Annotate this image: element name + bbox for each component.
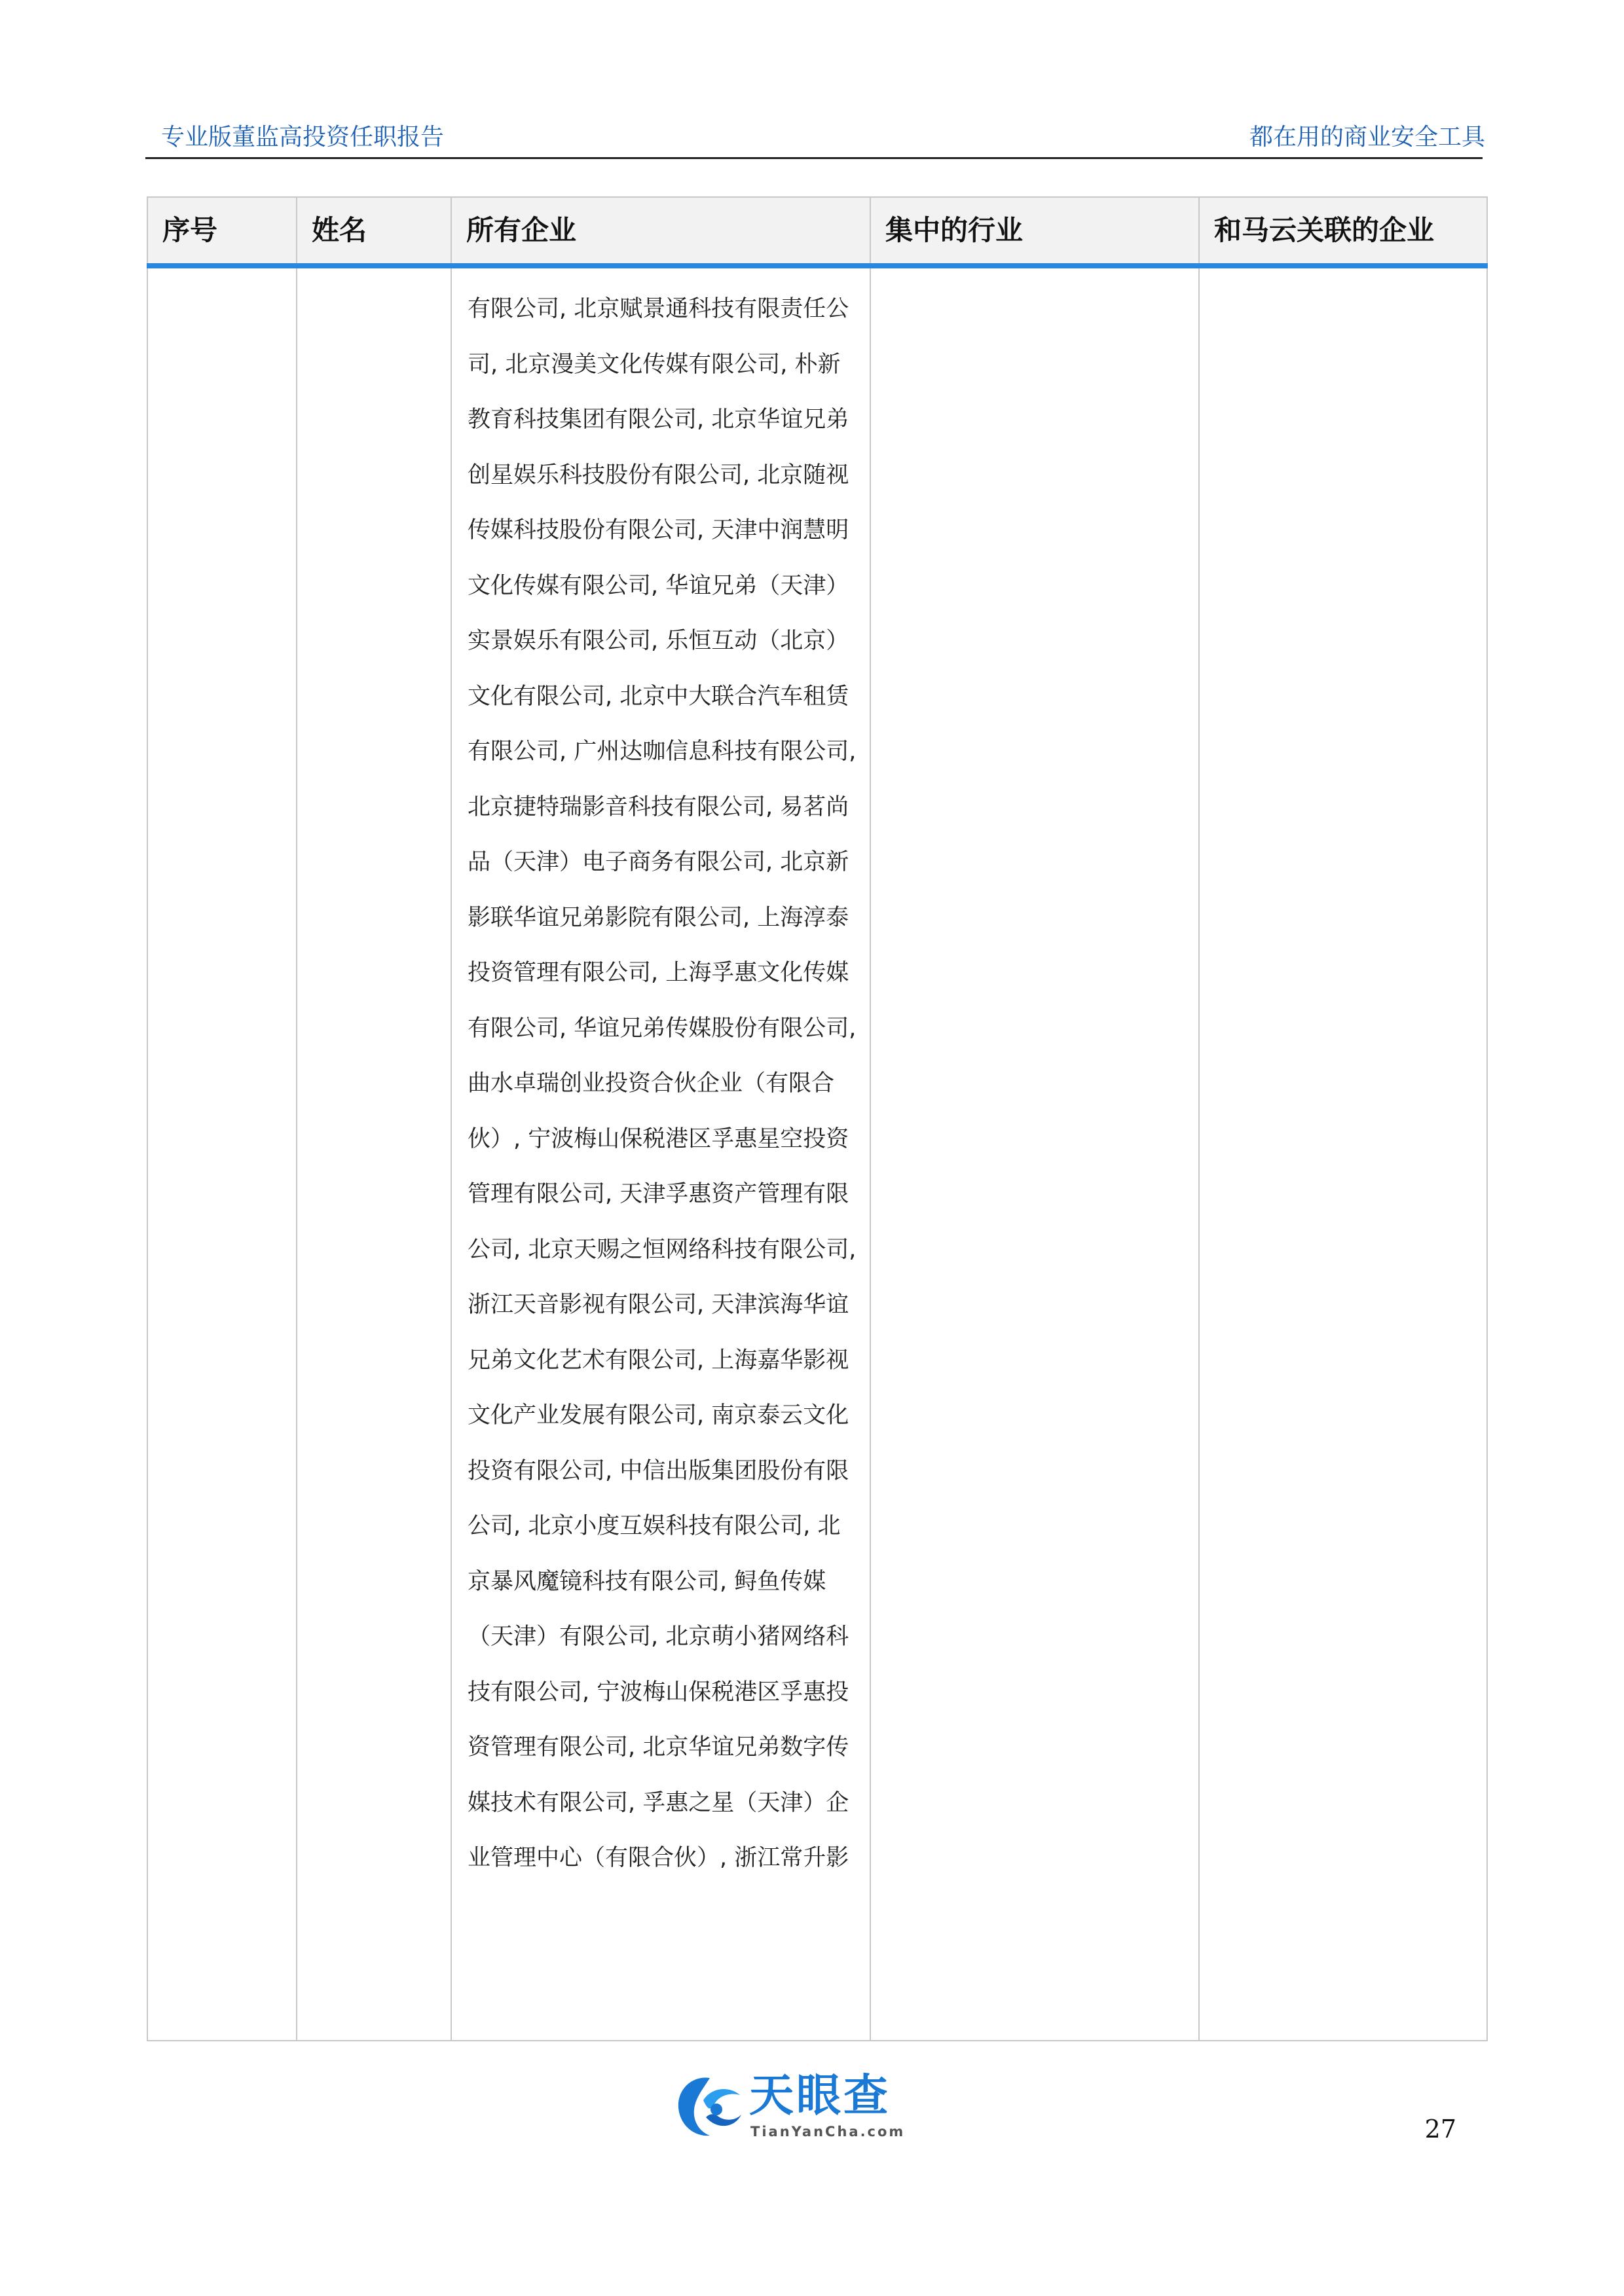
- table-row: [147, 266, 1487, 2041]
- companies-list: 有限公司, 北京赋景通科技有限责任公司, 北京漫美文化传媒有限公司, 朴新教育科技集团有限公司, 北京华谊兄弟创星娱乐科技股份有限公司, 北京随视传媒科技股份有限公司, 天津中润慧明文化传媒有限公司, 华谊兄弟（天津）实景娱乐有限公司, 乐恒互动（北京）文化有限公司, 北京中大联合汽车租赁有限公司, 广州达咖信息科技有限公司, 北京捷特瑞影音科技有限公司, 易茗尚品（天津）电子商务有限公司, 北京新影联华谊兄弟影院有限公司, 上海淳泰投资管理有限公司, 上海孚惠文化传媒有限公司, 华谊兄弟传媒股份有限公司, 曲水卓瑞创业投资合伙企业（有限合伙）, 宁波梅山保税港区孚惠星空投资管理有限公司, 天津孚惠资产管理有限公司, 北京天赐之恒网络科技有限公司, 浙江天音影视有限公司, 天津滨海华谊兄弟文化艺术有限公司, 上海嘉华影视文化产业发展有限公司, 南京泰云文化投资有限公司, 中信出版集团股份有限公司, 北京小度互娱科技有限公司, 北京暴风魔镜科技有限公司, 鲟鱼传媒（天津）有限公司, 北京萌小猪网络科技有限公司, 宁波梅山保税港区孚惠投资管理有限公司, 北京华谊兄弟数字传媒技术有限公司, 孚惠之星（天津）企业管理中心（有限合伙）, 浙江常升影: [468, 296, 857, 1871]
- column-header-companies: 所有企业: [451, 197, 870, 266]
- table-header-row: [147, 197, 1487, 266]
- page-number: 27: [1424, 2115, 1456, 2143]
- header-divider: [145, 157, 1483, 159]
- column-header-name: 姓名: [297, 197, 451, 266]
- logo-name: 天眼查: [749, 2070, 891, 2122]
- logo-domain: TianYanCha.com: [750, 2124, 906, 2140]
- column-header-mayun-related: 和马云关联的企业: [1199, 197, 1487, 266]
- executive-companies-table: [147, 196, 1488, 2041]
- header-slogan: 都在用的商业安全工具: [1249, 124, 1485, 151]
- cell-index: [147, 266, 297, 2041]
- column-header-industry: 集中的行业: [870, 197, 1199, 266]
- cell-companies: [451, 266, 870, 2041]
- column-header-index: 序号: [147, 197, 297, 266]
- cell-industry: [870, 266, 1199, 2041]
- eye-logo-icon: [672, 2071, 744, 2143]
- cell-name: [297, 266, 451, 2041]
- report-title: 专业版董监高投资任职报告: [161, 124, 445, 151]
- cell-mayun-related: [1199, 266, 1487, 2041]
- tianyancha-logo: [672, 2071, 908, 2143]
